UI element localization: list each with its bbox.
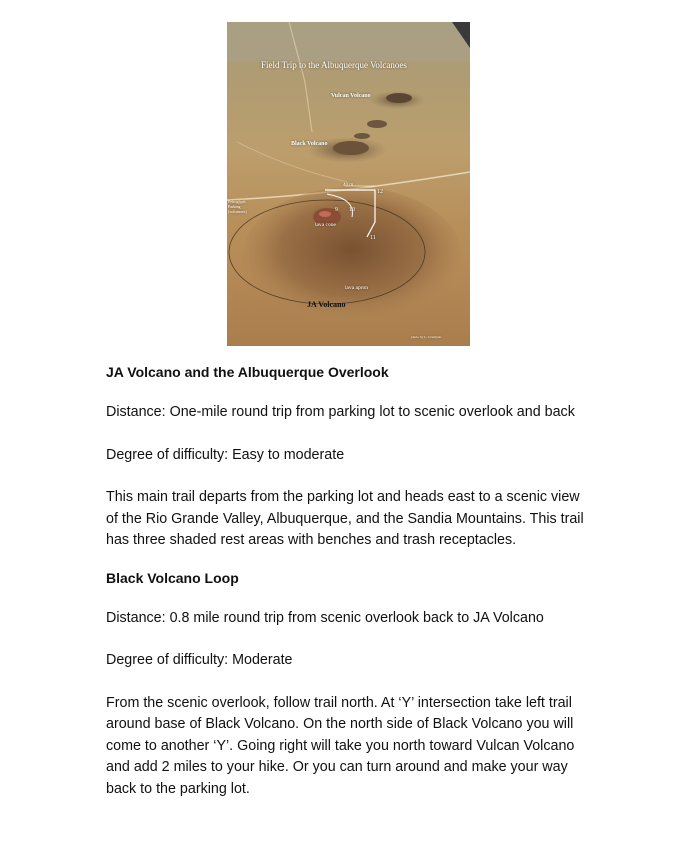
aerial-photo — [227, 22, 470, 346]
label-lava-apron: lava apron — [345, 285, 369, 291]
label-ja-volcano: JA Volcano — [307, 300, 346, 309]
label-parking: Petroglyph Parking (volcanoes) — [228, 199, 247, 214]
photo-credit: photo by L. Crumpler — [411, 335, 442, 339]
ja-distance: Distance: One-mile round trip from parking lot to scenic overlook and back — [106, 404, 575, 420]
black-description: From the scenic overlook, follow trail north. At ‘Y’ intersection take left trail around base of Black Volcano. On the north side of Black Volcano you will come to another ‘Y’. Going right will take you north toward Vulcan Volcano and add 2 miles to your hike. Or you can turn around and make your way back to the parking lot. — [106, 694, 575, 797]
stop-12: 12 — [377, 189, 383, 195]
label-lava-cone: lava cone — [315, 222, 336, 228]
black-difficulty: Degree of difficulty: Moderate — [106, 652, 293, 668]
stop-9: 9 — [335, 207, 338, 213]
label-scale: 40 m — [343, 183, 354, 188]
label-black-volcano: Black Volcano — [291, 141, 328, 147]
black-distance: Distance: 0.8 mile round trip from scenic overlook back to JA Volcano — [106, 609, 544, 626]
photo-title: Field Trip to the Albuquerque Volcanoes — [261, 60, 407, 70]
ja-description: This main trail departs from the parking lot and heads east to a scenic view of the Rio Grande Valley, Albuquerque, and the Sandia Mountains. This trail has three shaded rest areas with benches and trash receptacles. — [106, 489, 584, 548]
ja-section-title: JA Volcano and the Albuquerque Overlook — [106, 364, 389, 380]
stop-10: 10 — [349, 207, 355, 213]
stop-11: 11 — [370, 235, 376, 241]
ja-difficulty: Degree of difficulty: Easy to moderate — [106, 446, 345, 463]
label-vulcan-volcano: Vulcan Volcano — [331, 93, 371, 99]
black-section-title: Black Volcano Loop — [106, 569, 239, 586]
trail-descriptions — [106, 360, 591, 800]
